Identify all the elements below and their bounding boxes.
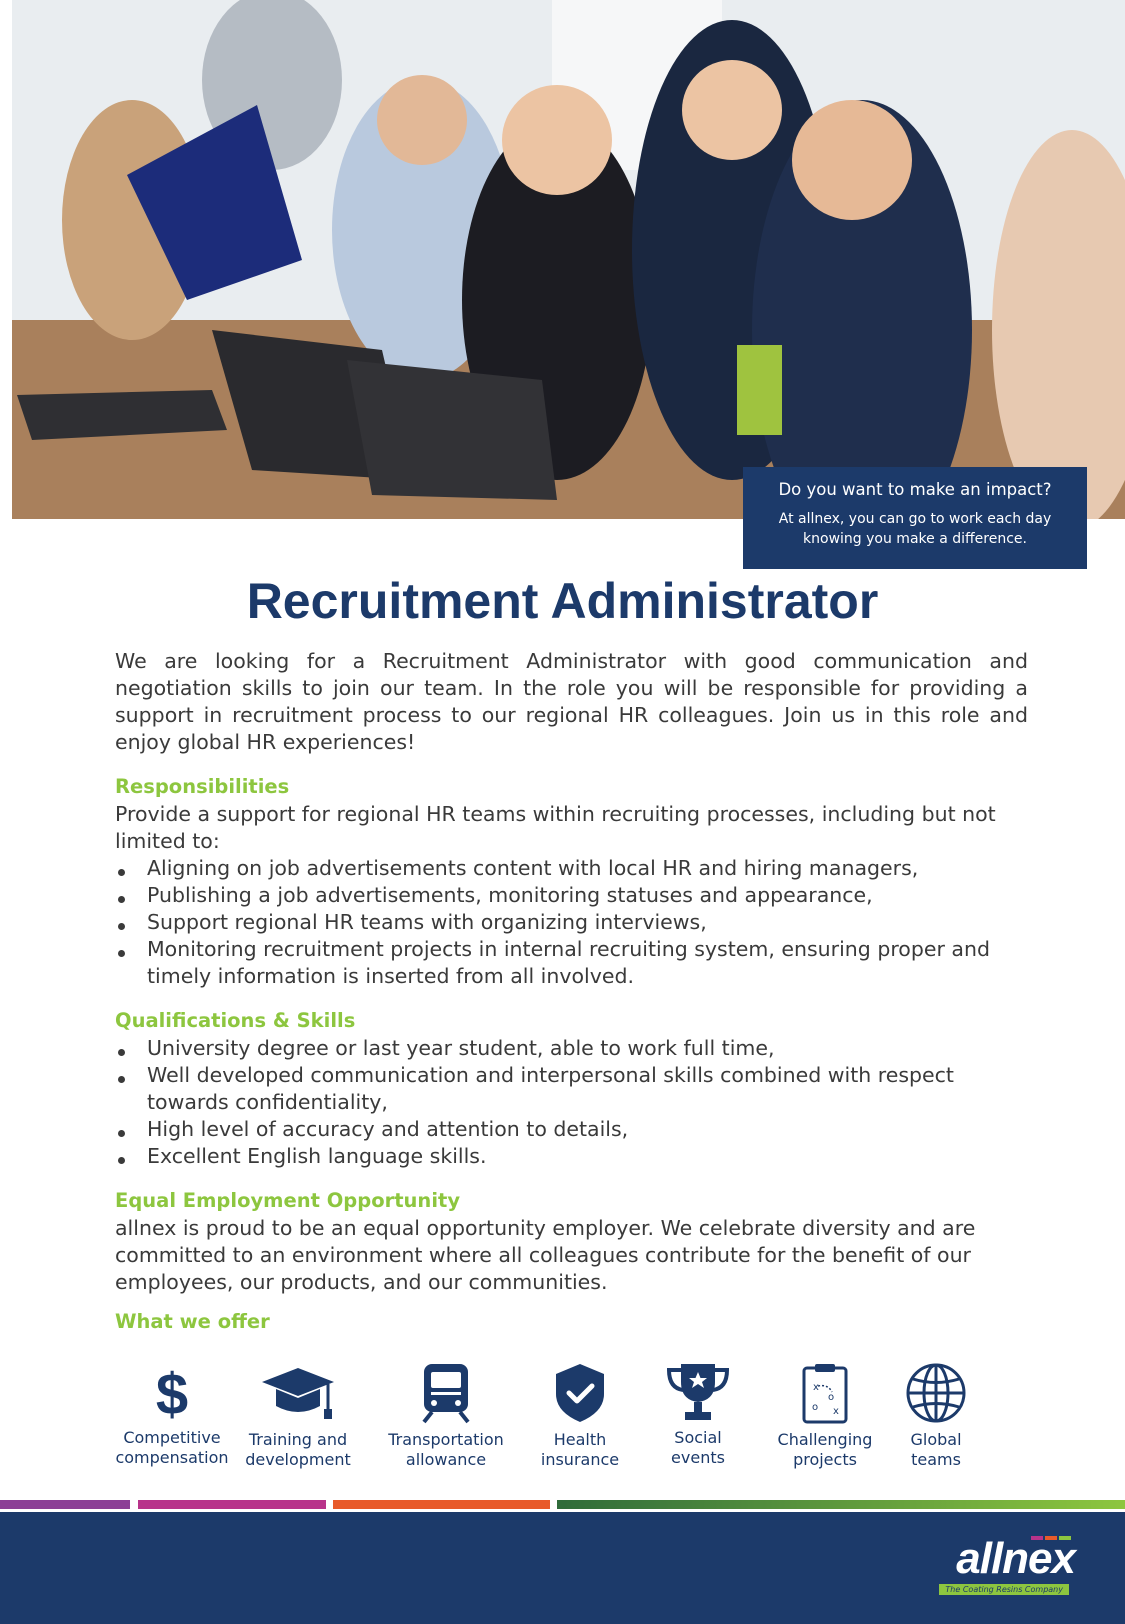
train-icon — [416, 1362, 476, 1424]
svg-text:x: x — [833, 1406, 839, 1417]
allnex-logo — [935, 1534, 1075, 1604]
svg-text:$: $ — [155, 1362, 189, 1422]
shield-check-icon — [550, 1362, 610, 1424]
equal-opportunity-text: allnex is proud to be an equal opportunity employer. We celebrate diversity and are committed to an environment where all colleagues contribute for the benefit of our employees, our products, and our communities. — [115, 1216, 976, 1294]
benefit-training: Training and development — [238, 1362, 358, 1470]
responsibilities-heading: Responsibilities — [115, 775, 290, 798]
stripe-orange — [333, 1500, 550, 1509]
brand-color-stripes — [0, 1500, 1125, 1509]
offer-heading: What we offer — [115, 1310, 270, 1333]
svg-text:x: x — [813, 1382, 819, 1393]
stripe-green — [557, 1500, 1125, 1509]
benefit-compensation: $ Competitive compensation — [115, 1362, 229, 1467]
list-item: University degree or last year student, able to work full time, — [115, 1035, 1028, 1062]
list-item: Aligning on job advertisements content with local HR and hiring managers, — [115, 855, 1028, 882]
list-item: Support regional HR teams with organizing interviews, — [115, 909, 1028, 936]
impact-title: Do you want to make an impact? — [778, 480, 1052, 499]
benefit-transportation: Transportation allowance — [385, 1362, 507, 1470]
svg-text:o: o — [812, 1402, 819, 1413]
equal-opportunity-heading: Equal Employment Opportunity — [115, 1189, 461, 1212]
logo-wordmark: allnex — [956, 1534, 1075, 1583]
job-description — [115, 648, 1028, 1333]
list-item: Excellent English language skills. — [115, 1143, 1028, 1170]
stripe-purple — [0, 1500, 130, 1509]
benefit-global: Global teams — [891, 1362, 981, 1470]
trophy-icon — [665, 1362, 731, 1422]
list-item: High level of accuracy and attention to details, — [115, 1116, 1028, 1143]
dollar-icon — [142, 1362, 202, 1422]
stripe-magenta — [138, 1500, 326, 1509]
list-item: Well developed communication and interpersonal skills combined with respect towards confidentiality, — [115, 1062, 1028, 1116]
list-item: Publishing a job advertisements, monitoring statuses and appearance, — [115, 882, 1028, 909]
hero-photo-scene — [12, 0, 1125, 519]
impact-text: At allnex, you can go to work each day knowing you make a difference. — [778, 511, 1052, 547]
hero-photo — [12, 0, 1125, 519]
job-title: Recruitment Administrator — [246, 573, 879, 629]
qualifications-list — [115, 1035, 1028, 1170]
logo-tagline: The Coating Resins Company — [939, 1584, 1069, 1595]
impact-callout — [743, 467, 1087, 569]
svg-text:o: o — [828, 1392, 835, 1403]
benefit-social: Social events — [648, 1362, 748, 1468]
benefit-projects: x o x o Challenging projects — [770, 1362, 880, 1470]
benefit-health: Health insurance — [530, 1362, 630, 1470]
qualifications-heading: Qualifications & Skills — [115, 1009, 356, 1032]
graduation-cap-icon — [260, 1362, 336, 1424]
globe-icon — [905, 1362, 967, 1424]
responsibilities-lead: Provide a support for regional HR teams within recruiting processes, including but not limited to: — [115, 802, 996, 853]
footer — [0, 1512, 1125, 1624]
clipboard-strategy-icon — [800, 1362, 850, 1424]
list-item: Monitoring recruitment projects in internal recruiting system, ensuring proper and timely information is inserted from all involved. — [115, 936, 1028, 990]
intro-paragraph: We are looking for a Recruitment Administrator with good communication and negotiation skills to join our team. In the role you will be responsible for providing a support in recruitment process to our regional HR colleagues. Join us in this role and enjoy global HR experiences! — [115, 649, 1028, 754]
benefits-row — [0, 1362, 1125, 1480]
responsibilities-list — [115, 855, 1028, 990]
